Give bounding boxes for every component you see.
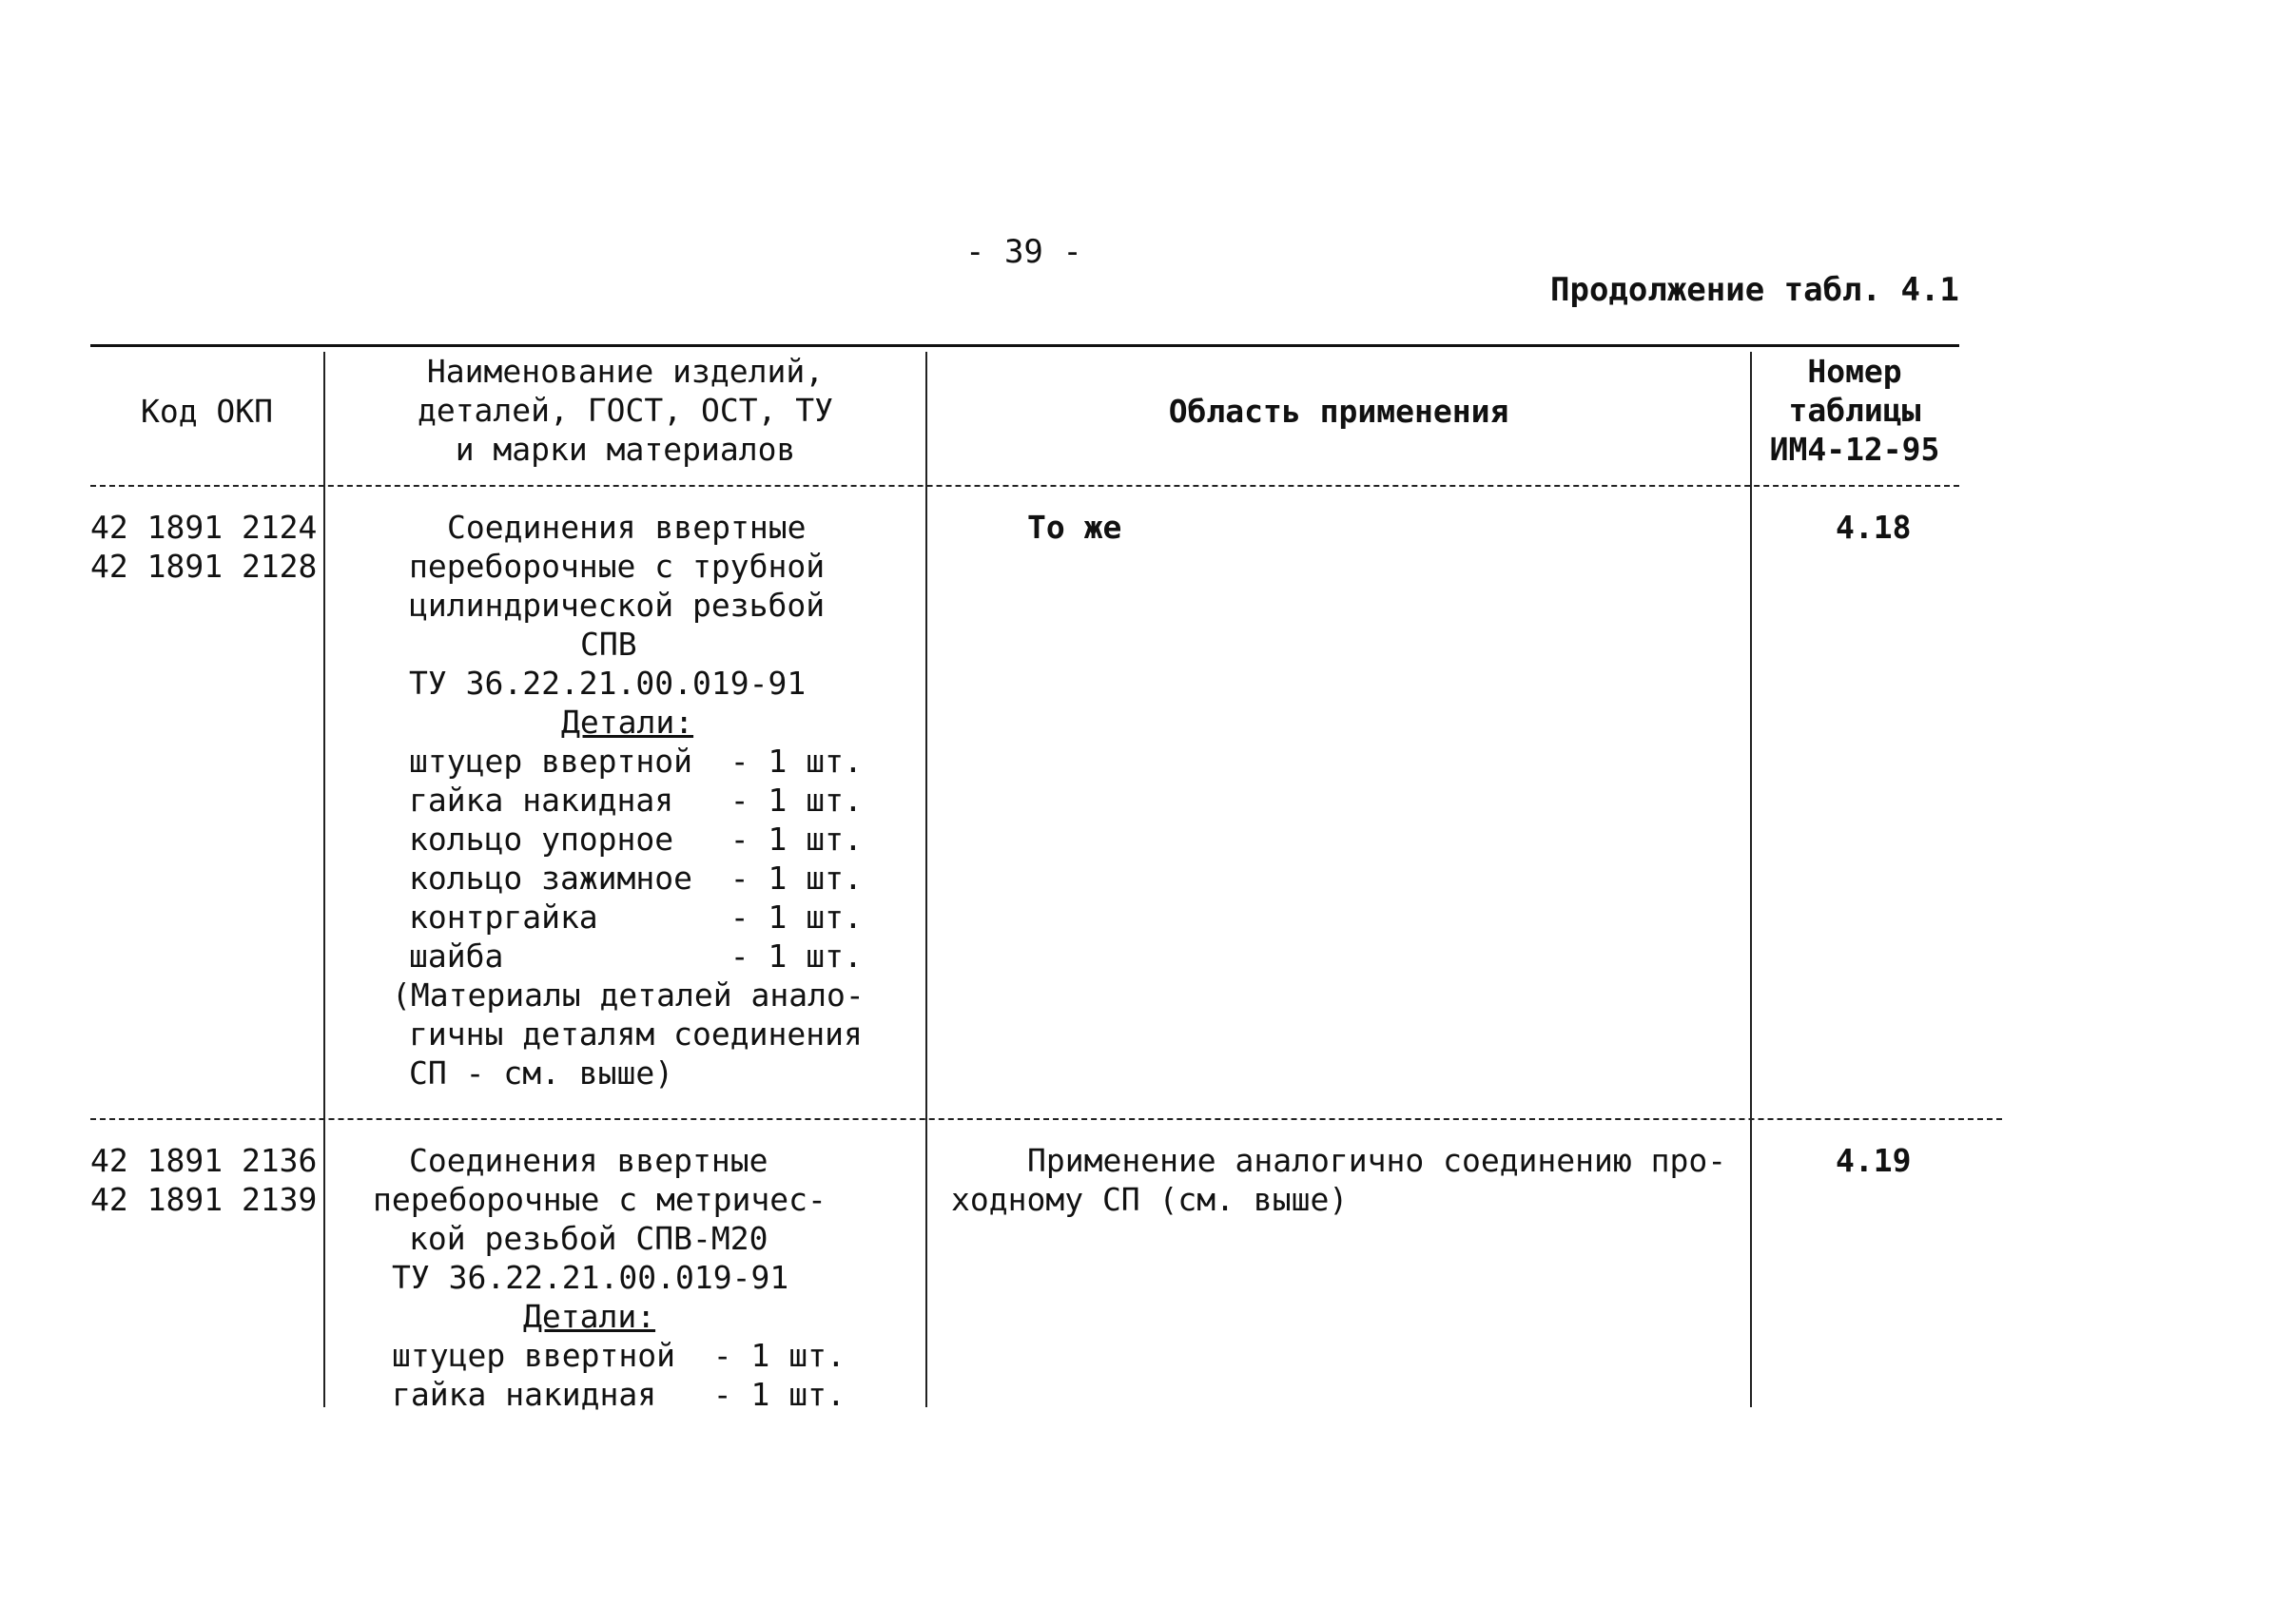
row2-name-line: Соединения ввертные <box>409 1142 768 1179</box>
row1-name-line: Соединения ввертные <box>447 509 807 546</box>
header-name-line: деталей, ГОСТ, ОСТ, ТУ <box>417 392 834 429</box>
table-top-rule <box>90 344 1959 347</box>
row1-part: кольцо упорное - 1 шт. <box>409 821 863 858</box>
row1-part: гайка накидная - 1 шт. <box>409 782 863 819</box>
row2-part: штуцер ввертной - 1 шт. <box>392 1337 846 1374</box>
row1-note-line: СП - см. выше) <box>409 1054 674 1092</box>
row1-name-line: переборочные с трубной <box>409 548 826 585</box>
header-name-line: и марки материалов <box>455 431 796 468</box>
header-number-line: ИМ4-12-95 <box>1769 431 1940 468</box>
header-code <box>95 392 319 431</box>
row1-note-line: гичны деталям соединения <box>409 1015 863 1053</box>
row1-table-number: 4.18 <box>1836 509 1912 546</box>
column-separator-2 <box>925 352 927 1407</box>
header-code-text: Код ОКП <box>140 393 274 430</box>
row1-code: 42 1891 2124 <box>90 509 318 546</box>
row1-part: контргайка - 1 шт. <box>409 899 863 936</box>
header-number <box>1755 352 1955 469</box>
row1-area: То же <box>1027 509 1122 546</box>
header-name <box>333 352 918 469</box>
row2-area-line: ходному СП (см. выше) <box>951 1181 1349 1218</box>
row1-parts-heading: Детали: <box>561 704 694 741</box>
table-continuation-title: Продолжение табл. 4.1 <box>1550 271 1959 309</box>
header-area-text: Область применения <box>1168 393 1509 430</box>
header-number-line: таблицы <box>1788 392 1921 429</box>
row1-name-line: СПВ <box>580 626 637 663</box>
row-divider <box>90 1118 2002 1120</box>
row2-name-line: ТУ 36.22.21.00.019-91 <box>392 1259 789 1296</box>
row1-name-line: цилиндрической резьбой <box>409 587 826 624</box>
column-separator-1 <box>323 352 325 1407</box>
column-separator-3 <box>1750 352 1752 1407</box>
row2-name-line: переборочные с метричес- <box>373 1181 827 1218</box>
row2-parts-heading: Детали: <box>523 1298 656 1335</box>
row2-table-number: 4.19 <box>1836 1142 1912 1179</box>
header-divider <box>90 485 1959 487</box>
row1-name-line: ТУ 36.22.21.00.019-91 <box>409 665 807 702</box>
row1-part: штуцер ввертной - 1 шт. <box>409 743 863 780</box>
header-number-line: Номер <box>1807 353 1902 390</box>
row1-note-line: (Материалы деталей анало- <box>392 976 865 1014</box>
row1-part: кольцо зажимное - 1 шт. <box>409 860 863 897</box>
header-name-line: Наименование изделий, <box>426 353 825 390</box>
row1-part: шайба - 1 шт. <box>409 938 863 975</box>
row2-part: гайка накидная - 1 шт. <box>392 1376 846 1413</box>
header-area <box>932 392 1745 431</box>
page-number: - 39 - <box>965 233 1082 271</box>
row1-code: 42 1891 2128 <box>90 548 318 585</box>
row2-area-line: Применение аналогично соединению про- <box>1027 1142 1727 1179</box>
row2-code: 42 1891 2136 <box>90 1142 318 1179</box>
row2-code: 42 1891 2139 <box>90 1181 318 1218</box>
row2-name-line: кой резьбой СПВ-М20 <box>409 1220 768 1257</box>
